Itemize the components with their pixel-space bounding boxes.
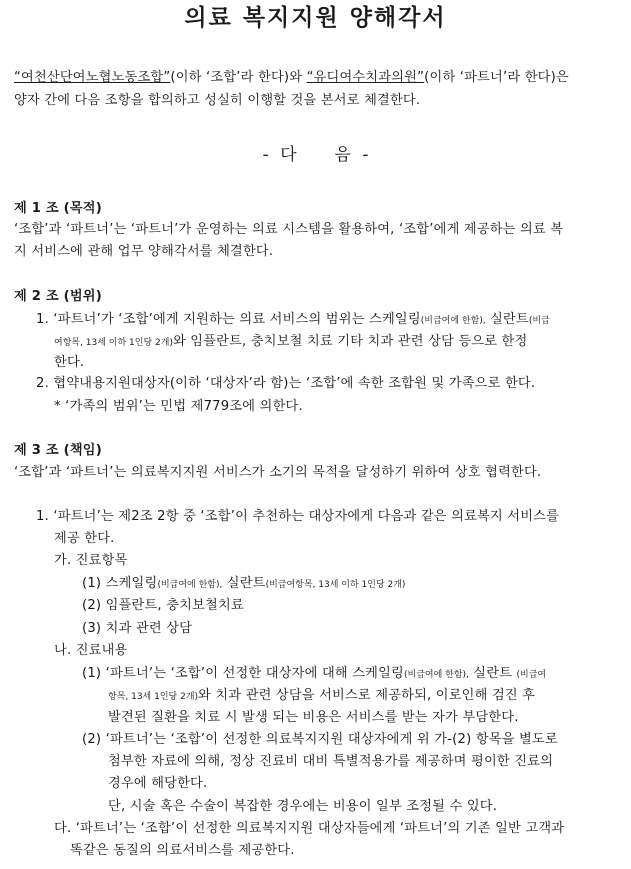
text: 1. ‘파트너’가 ‘조합’에게 지원하는 의료 서비스의 범위는 스케일링: [36, 312, 421, 327]
text: (1) 스케일링: [82, 576, 158, 591]
section-na-item-2-note: 단, 시술 혹은 수술이 복잡한 경우에는 비용이 일부 조정될 수 있다.: [108, 799, 498, 814]
small-note: (비급여에 한함),: [420, 316, 486, 326]
section-na-item-1-line-1: [82, 665, 546, 684]
section-ga-item-1: [82, 575, 405, 594]
section-na-item-1-line-3: 발견된 질환을 치료 시 발생 되는 비용은 서비스를 받는 자가 부담한다.: [108, 710, 519, 725]
small-note: 항목, 13세 1인당 2개): [108, 692, 199, 702]
section-ga-item-3: (3) 치과 관련 상담: [82, 621, 193, 636]
article-1-heading: 제 1 조 (목적): [14, 201, 102, 216]
section-na-item-1-line-2: [108, 687, 535, 706]
text: 실란트: [222, 576, 266, 591]
article-2-heading: 제 2 조 (범위): [14, 289, 102, 304]
party-union-alias: (이하 ‘조합’라 한다)와: [170, 70, 307, 85]
article-2-item-1-line-1: [36, 311, 550, 330]
section-ga-label: 가. 진료항목: [54, 553, 128, 568]
article-3-item-1-line-2: 제공 한다.: [54, 531, 115, 546]
article-1-line-2: 지 서비스에 관해 업무 양해각서를 체결한다.: [14, 244, 274, 259]
section-na-item-2-line-3: 경우에 해당한다.: [108, 776, 208, 791]
intro-line-1: [14, 69, 616, 87]
text: 와 치과 관련 상담을 서비스로 제공하되, 이로인해 검진 후: [198, 688, 536, 703]
party-partner-alias: (이하 ‘파트너’라 한다)은: [424, 70, 569, 85]
small-note: (비급여: [516, 670, 547, 680]
article-3-item-1-line-1: 1. ‘파트너’는 제2조 2항 중 ‘조합’이 추천하는 대상자에게 다음과 같은 의료복지 서비스를: [36, 509, 560, 524]
text: 실란트: [468, 666, 517, 681]
article-2-item-1-line-2: [54, 333, 527, 352]
section-da-line-1: 다. ‘파트너’는 ‘조합’이 선정한 의료복지지원 대상자들에게 ‘파트너’의 기존 일반 고객과: [54, 821, 565, 836]
center-mark-right: 음 -: [334, 145, 369, 165]
small-note: (비급여항목, 13세 이하 1인당 2개): [265, 580, 406, 590]
section-da-line-2: 똑같은 동질의 의료서비스를 제공한다.: [70, 843, 295, 858]
section-na-item-2-line-2: 첨부한 자료에 의해, 정상 진료비 대비 특별적용가를 제공하며 평이한 진료의: [108, 754, 554, 769]
text: 와 임플란트, 충치보철 치료 기타 치과 관련 상담 등으로 한정: [172, 334, 528, 349]
article-1-line-1: ‘조합’과 ‘파트너’는 ‘파트너’가 운영하는 의료 시스템을 활용하여, ‘조합’에게 제공하는 의료 복: [14, 222, 564, 237]
article-3-heading: 제 3 조 (책임): [14, 443, 102, 458]
section-na-item-2-line-1: (2) ‘파트너’는 ‘조합’이 선정한 의료복지지원 대상자에게 위 가-(2) 항목을 별도로: [82, 732, 558, 747]
text: 실란트: [485, 312, 529, 327]
small-note: (비급: [528, 316, 550, 326]
center-mark-left: - 다: [262, 145, 297, 165]
party-partner-name: “유디여수치과의원”: [306, 70, 425, 85]
small-note: 여항목, 13세 이하 1인당 2개): [54, 338, 173, 348]
center-mark-heading: [0, 143, 631, 167]
text: (1) ‘파트너’는 ‘조합’이 선정한 대상자에 대해 스케일링: [82, 666, 404, 681]
small-note: (비급여에 한함),: [403, 670, 469, 680]
intro-line-2: 양자 간에 다음 조항을 합의하고 성실히 이행할 것을 본서로 체결한다.: [14, 93, 421, 108]
section-na-label: 나. 진료내용: [54, 643, 128, 658]
article-2-item-1-line-3: 한다.: [54, 355, 85, 370]
document-title: 의료 복지지원 양해각서: [184, 5, 447, 31]
small-note: (비급여에 한함),: [157, 580, 223, 590]
article-2-item-2: 2. 협약내용지원대상자(이하 ‘대상자’라 함)는 ‘조합’에 속한 조합원 및 가족으로 한다.: [36, 376, 536, 391]
party-union-name: “여천산단여노협노동조합”: [14, 70, 171, 85]
article-2-note: * ‘가족의 범위’는 민법 제779조에 의한다.: [54, 399, 303, 414]
section-ga-item-2: (2) 임플란트, 충치보철치료: [82, 598, 244, 613]
article-3-intro: ‘조합’과 ‘파트너’는 의료복지지원 서비스가 소기의 목적을 달성하기 위하여 상호 협력한다.: [14, 465, 542, 480]
